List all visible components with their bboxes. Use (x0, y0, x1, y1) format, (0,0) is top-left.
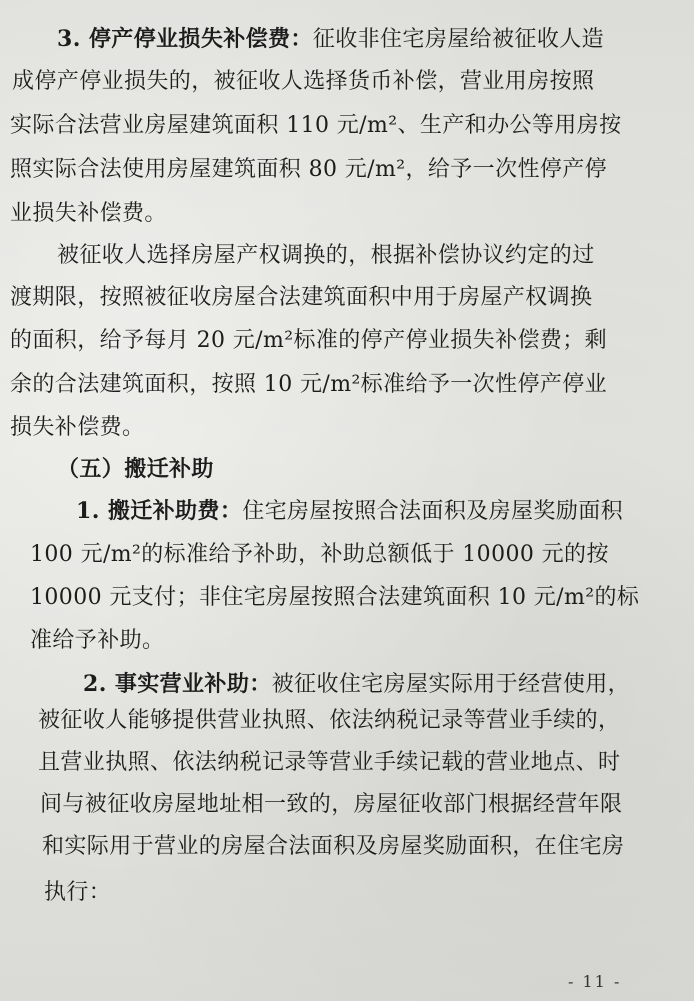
text: 征收非住宅房屋给被征收人造 (312, 27, 605, 52)
paragraph-line: 成停产停业损失的，被征收人选择货币补偿，营业用房按照 (12, 69, 595, 94)
paragraph-line: 损失补偿费。 (10, 415, 145, 440)
paragraph-line: 间与被征收房屋地址相一致的，房屋征收部门根据经营年限 (40, 792, 623, 817)
paragraph-line: 业损失补偿费。 (10, 201, 167, 226)
text: 住宅房屋按照合法面积及房屋奖励面积 (242, 499, 624, 524)
text: 被征收住宅房屋实际用于经营使用， (271, 672, 631, 697)
paragraph-line: 且营业执照、依法纳税记录等营业手续记载的营业地点、时 (38, 750, 621, 775)
paragraph-line (57, 24, 604, 55)
paragraph-line: 10000 元支付；非住宅房屋按照合法建筑面积 10 元/m²的标 (30, 585, 640, 610)
paragraph-line: 实际合法营业房屋建筑面积 110 元/m²、生产和办公等用房按 (10, 113, 622, 138)
paragraph-line: 100 元/m²的标准给予补助，补助总额低于 10000 元的按 (30, 542, 609, 567)
paragraph-line: 被征收人选择房屋产权调换的，根据补偿协议约定的过 (57, 243, 595, 268)
item-heading: 3. 停产停业损失补偿费： (57, 26, 313, 52)
paragraph-line: 的面积，给予每月 20 元/m²标准的停产停业损失补偿费；剩 (10, 328, 608, 353)
item-heading: 2. 事实营业补助： (83, 671, 272, 697)
paragraph-line: 余的合法建筑面积，按照 10 元/m²标准给予一次性停产停业 (10, 372, 608, 397)
paragraph-line: 执行： (44, 880, 112, 905)
paragraph-line: 照实际合法使用房屋建筑面积 80 元/m²，给予一次性停产停 (10, 157, 608, 182)
paragraph-line: 被征收人能够提供营业执照、依法纳税记录等营业手续的， (38, 708, 621, 733)
paragraph-line (83, 669, 630, 700)
page-number: - 11 - (568, 972, 622, 991)
paragraph-line: 渡期限，按照被征收房屋合法建筑面积中用于房屋产权调换 (10, 285, 593, 310)
item-heading: 1. 搬迁补助费： (76, 498, 243, 524)
paragraph-line: 准给予补助。 (30, 628, 165, 653)
paragraph-line (76, 496, 623, 527)
section-heading: （五）搬迁补助 (57, 456, 214, 482)
paragraph-line: 和实际用于营业的房屋合法面积及房屋奖励面积，在住宅房 (42, 834, 625, 859)
